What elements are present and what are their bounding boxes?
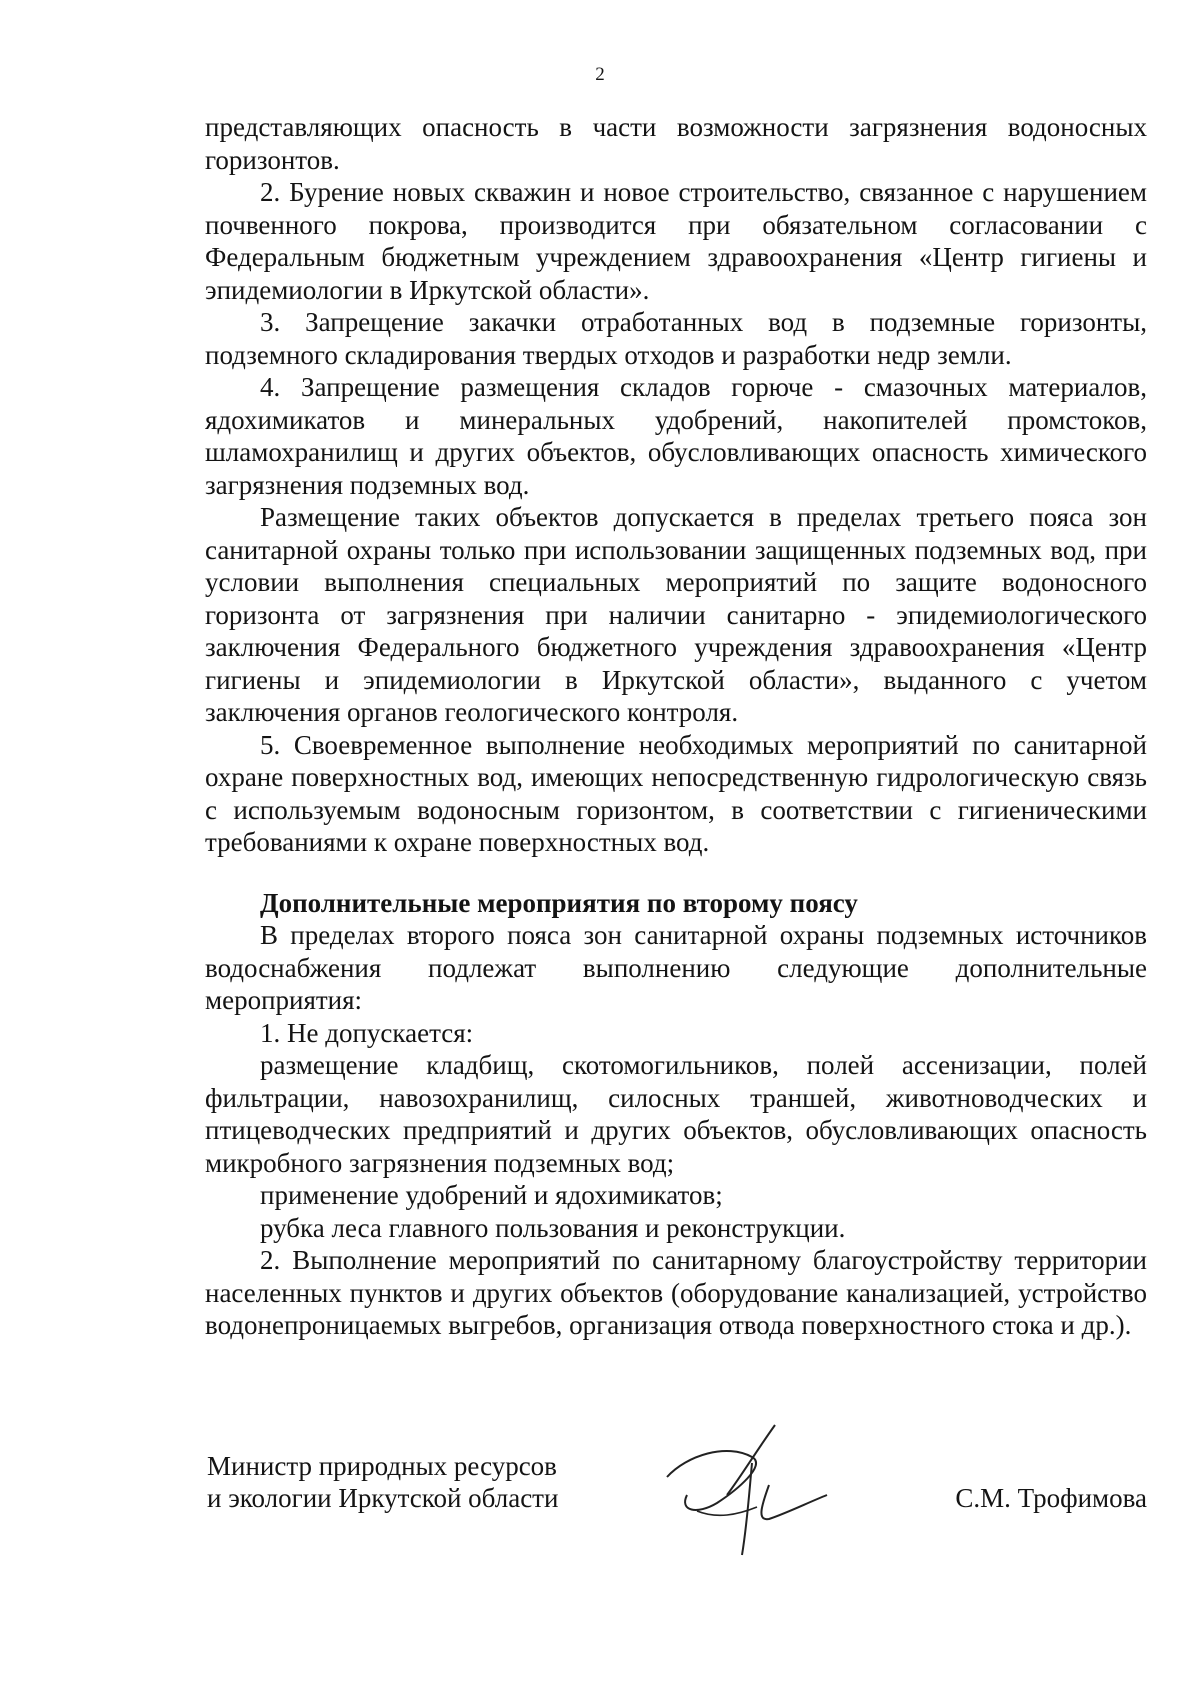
paragraph-placement: Размещение таких объектов допускается в пределах третьего пояса зон санитарной охраны только при использовании защищенных подземных вод, при условии выполнения специальных мероприятий по защите водоносного горизонта от загрязнения при наличии санитарно - эпидемиологического заключения Федерального бюджетного учреждения здравоохранения «Центр гигиены и эпидемиологии в Иркутской области», выданного с учетом заключения органов геологического контроля.	[205, 502, 1147, 727]
signatory-title-line-1: Министр природных ресурсов	[207, 1451, 557, 1481]
section-prohibition-logging: рубка леса главного пользования и реконструкции.	[260, 1212, 846, 1243]
page-number: 2	[595, 64, 605, 85]
paragraph-continuation: представляющих опасность в части возможности загрязнения водоносных горизонтов.	[205, 112, 1147, 175]
document-body	[205, 111, 1147, 1342]
section-intro: В пределах второго пояса зон санитарной охраны подземных источников водоснабжения подлежат выполнению следующие дополнительные мероприятия:	[205, 920, 1147, 1015]
signatory-name: С.М. Трофимова	[955, 1483, 1147, 1513]
signatory-title	[207, 1450, 558, 1514]
signature-block	[207, 1450, 1147, 1570]
section-item-1: 1. Не допускается:	[260, 1017, 474, 1048]
paragraph-item-2: 2. Бурение новых скважин и новое строительство, связанное с нарушением почвенного покрова, производится при обязательном согласовании с Федеральным бюджетным учреждением здравоохранения «Центр гигиены и эпидемиологии в Иркутской области».	[205, 177, 1147, 305]
paragraph-item-5: 5. Своевременное выполнение необходимых мероприятий по санитарной охране поверхностных вод, имеющих непосредственную гидрологическую связь с используемым водоносным горизонтом, в соответствии с гигиеническими требованиями к охране поверхностных вод.	[205, 729, 1147, 857]
signatory-title-line-2: и экологии Иркутской области	[207, 1483, 559, 1513]
section-prohibition-fertilizers: применение удобрений и ядохимикатов;	[260, 1180, 723, 1210]
paragraph-item-4: 4. Запрещение размещения складов горюче - смазочных материалов, ядохимикатов и минеральных удобрений, накопителей промстоков, шламохранилищ и других объектов, обусловливающих опасность химического загрязнения подземных вод.	[205, 372, 1147, 500]
paragraph-item-3: 3. Запрещение закачки отработанных вод в подземные горизонты, подземного складирования твердых отходов и разработки недр земли.	[205, 307, 1147, 370]
section-prohibition-list: размещение кладбищ, скотомогильников, полей ассенизации, полей фильтрации, навозохранилищ, силосных траншей, животноводческих и птицеводческих предприятий и других объектов, обусловливающих опасность микробного загрязнения подземных вод;	[205, 1050, 1147, 1178]
section-item-2: 2. Выполнение мероприятий по санитарному благоустройству территории населенных пунктов и других объектов (оборудование канализацией, устройство водонепроницаемых выгребов, организация отвода поверхностного стока и др.).	[205, 1245, 1147, 1340]
handwritten-signature	[657, 1415, 837, 1565]
section-heading: Дополнительные мероприятия по второму поясу	[260, 887, 858, 918]
